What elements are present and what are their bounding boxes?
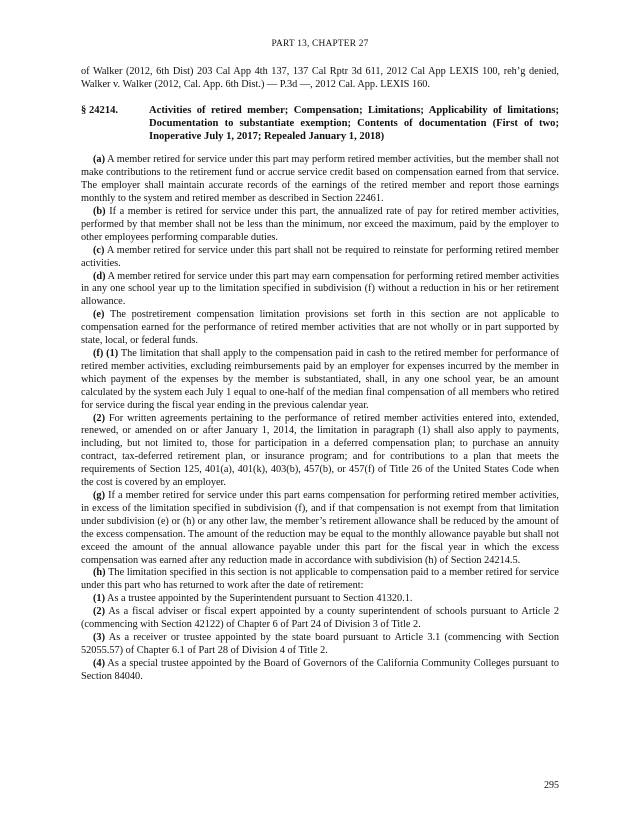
- paragraph-label: (a): [93, 154, 106, 166]
- paragraph-text: As a fiscal adviser or fiscal expert appointed by a county superintendent of schools pursuant to Article 2 (commencing with Section 42122) of Chapter 6 of Part 24 of Division 3 of Title 2.: [81, 606, 559, 631]
- paragraph-label: (1): [93, 593, 106, 605]
- paragraph: [81, 413, 559, 490]
- paragraph-label: (3): [93, 631, 106, 643]
- paragraph: [81, 206, 559, 245]
- paragraph: [81, 348, 559, 413]
- paragraph: [81, 593, 559, 606]
- paragraph: [81, 245, 559, 271]
- paragraph-text: The limitation that shall apply to the compensation paid in cash to the retired member for performance of retired member activities, excluding reimbursements paid by an employer for expenses incurred by the member in which payment of the expenses by the member is substantiated, shall, in any one school year, be an amount calculated by the system each July 1 equal to one-half of the median final compensation of all members who retired for service during the fiscal year ending in the previous calendar year.: [81, 348, 559, 411]
- section-heading: [81, 104, 559, 144]
- paragraph-text: As a trustee appointed by the Superintendent pursuant to Section 41320.1.: [107, 593, 413, 605]
- paragraph-label: (2): [93, 606, 106, 618]
- paragraph-label: (d): [93, 270, 106, 282]
- paragraph-label: (4): [93, 657, 106, 669]
- paragraph: [81, 632, 559, 658]
- paragraph-text: A member retired for service under this part may earn compensation for performing retired member activities in any one school year up to the limitation specified in subdivision (f) without a reduction in his or her retirement allowance.: [81, 270, 559, 308]
- running-head: PART 13, CHAPTER 27: [271, 39, 369, 49]
- paragraph-label: (2): [93, 412, 106, 424]
- paragraph: [81, 490, 559, 567]
- paragraph: [81, 154, 559, 206]
- paragraph-text: The postretirement compensation limitation provisions set forth in this section are not applicable to compensation earned for the performance of retired member activities that are not wholly or in part supported by state, local, or federal funds.: [81, 309, 559, 347]
- paragraph-text: For written agreements pertaining to the performance of retired member activities entered into, extended, renewed, or amended on or after January 1, 2014, the limitation in paragraph (1) shall also apply to payments, including, but not limited to, those for participation in a deferred compensation plan; to purchase an annuity contract, tax-deferred retirement plan, or insurance program; and for contributions to a plan that meets the requirements of Section 125, 401(a), 401(k), 403(b), 457(b), or 457(f) of Title 26 of the United States Code when the cost is covered by an employer.: [81, 412, 559, 489]
- paragraph-text: A member retired for service under this part shall not be required to reinstate for performing retired member activities.: [81, 244, 559, 269]
- paragraph: [81, 658, 559, 684]
- paragraph-text: A member retired for service under this part may perform retired member activities, but the member shall not make contributions to the retirement fund or accrue service credit based on compensation earned from that service. The employer shall maintain accurate records of the earnings of the retired member and report those earnings monthly to the system and retired member as described in Section 22461.: [81, 154, 560, 205]
- paragraph: [81, 271, 559, 310]
- paragraph-label: (b): [93, 206, 106, 218]
- section-number: § 24214.: [81, 104, 119, 116]
- paragraph-label: (h): [93, 567, 106, 579]
- section-title: Activities of retired member; Compensation; Limitations; Applicability of limitations; Documentation to substantiate exemption; Contents of documentation (First of two; Inoperative July 1, 2017; Repealed January 1, 2018): [149, 104, 559, 143]
- paragraph-label: (c): [93, 244, 105, 256]
- continuation-paragraph: of Walker (2012, 6th Dist) 203 Cal App 4th 137, 137 Cal Rptr 3d 611, 2012 Cal App LEXIS 100, reh’g denied, Walker v. Walker (2012, Cal. App. 6th Dist.) — P.3d —, 2012 Cal. App. LEXIS 160.: [81, 66, 559, 90]
- paragraph-text: As a receiver or trustee appointed by the state board pursuant to Article 3.1 (commencing with Section 52055.57) of Chapter 6.1 of Part 28 of Division 4 of Title 2.: [81, 631, 559, 656]
- paragraph-list: [81, 154, 559, 683]
- paragraph-text: The limitation specified in this section is not applicable to compensation paid to a member retired for service under this part who has returned to work after the date of retirement:: [81, 567, 560, 592]
- document-body: [81, 66, 559, 684]
- paragraph: [81, 606, 559, 632]
- page-number: 295: [544, 780, 559, 791]
- paragraph: [81, 567, 559, 593]
- paragraph-label: (f) (1): [93, 348, 119, 360]
- paragraph-text: As a special trustee appointed by the Board of Governors of the California Community Colleges pursuant to Section 84040.: [81, 657, 559, 682]
- paragraph-label: (e): [93, 309, 105, 321]
- paragraph-label: (g): [93, 489, 106, 501]
- paragraph-text: If a member is retired for service under this part, the annualized rate of pay for retired member activities, performed by that member shall not be less than the minimum, nor exceed the maximum, paid by the employer to other employees performing comparable duties.: [81, 206, 560, 243]
- paragraph-text: If a member retired for service under this part earns compensation for performing retired member activities, in excess of the limitation specified in subdivision (f), and if that compensation is not exempt from that limitation under subdivision (e) or (h) or any other law, the member’s retirement allowance shall be reduced by the amount of the excess compensation. The amount of the reduction may be equal to the monthly allowance payable but shall not exceed the amount of the annual allowance payable under this part for the fiscal year in which the excess compensation was earned after any reduction made in accordance with subdivision (h) of Section 24214.5.: [81, 489, 560, 566]
- paragraph: [81, 309, 559, 348]
